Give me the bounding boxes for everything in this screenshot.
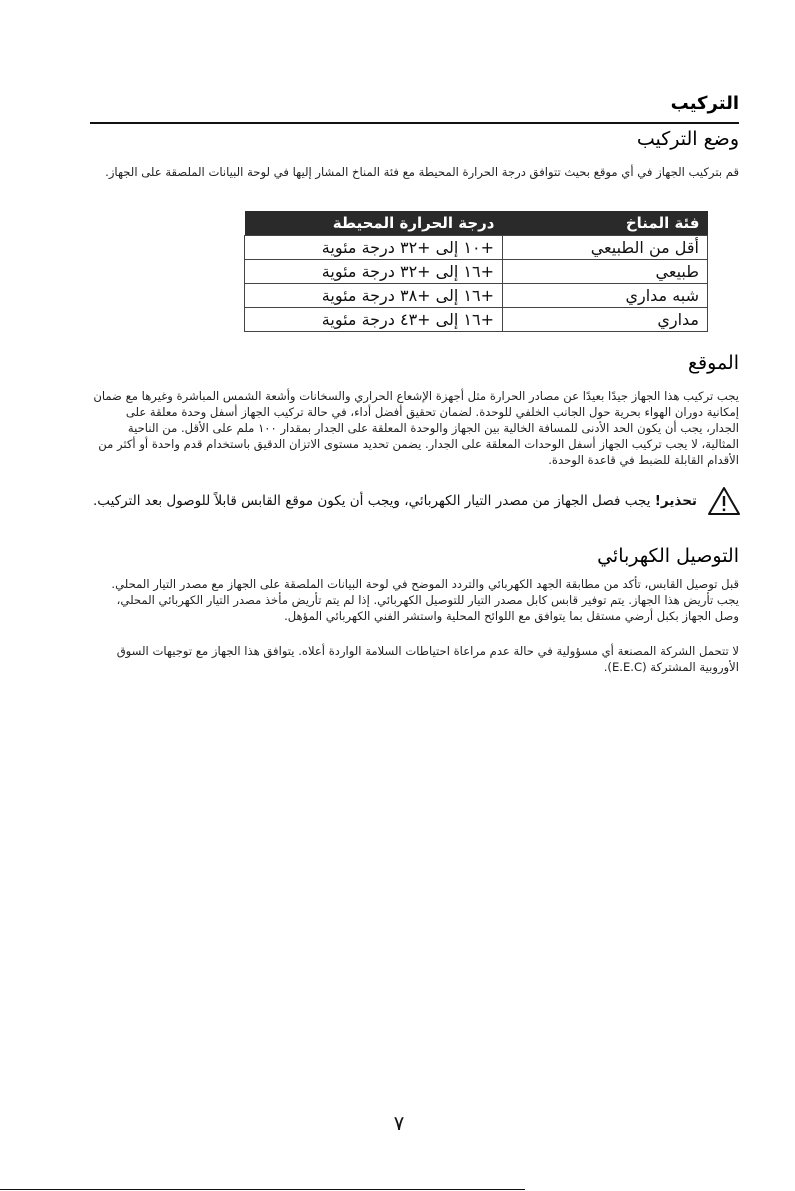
warning-text: يجب فصل الجهاز من مصدر التيار الكهربائي، ويجب أن يكون موقع القابس قابلاً للوصول بعد التركيب. [93,493,651,509]
electrical-text-1: قبل توصيل القابس، تأكد من مطابقة الجهد الكهربائي والتردد الموضح في لوحة البيانات الملصقة على الجهاز مع مصدر التيار المحلي. يجب تأريض هذا الجهاز. يتم توفير قابس كابل مصدر التيار للتوصيل الكهربائي. إذا لم يتم تأريض مأخذ مصدر التيار الكهربائي المحلي، وصل الجهاز بكبل أرضي مستقل بما يتوافق مع اللوائح المحلية واستشر الفني الكهربائي المؤهل. [111,577,739,623]
placement-text: قم بتركيب الجهاز في أي موقع بحيث تتوافق درجة الحرارة المحيطة مع فئة المناخ المشار إليها في لوحة البيانات الملصقة على الجهاز. [105,165,739,179]
warning-text-block [90,491,697,511]
climate-zone-cell: طبيعي [503,260,708,284]
page-number: ٧ [393,1111,405,1135]
footer-divider [0,1189,525,1190]
climate-zone-cell: مداري [503,308,708,332]
header-climate-zone: فئة المناخ [503,211,708,236]
electrical-text-2: لا تتحمل الشركة المصنعة أي مسؤولية في حالة عدم مراعاة احتياطات السلامة الواردة أعلاه. يتوافق هذا الجهاز مع توجيهات السوق الأوروبية المشتركة (E.E.C). [116,644,739,674]
temperature-range-cell: +١٦ إلى +٣٨ درجة مئوية [245,284,503,308]
table-row [245,260,708,284]
location-heading: الموقع [687,352,739,374]
electrical-heading: التوصيل الكهربائي [597,545,739,567]
placement-heading: وضع التركيب [636,128,739,150]
climate-table-header [245,211,708,236]
warning-label: تحذير! [654,493,697,509]
table-row [245,236,708,260]
climate-table [244,211,708,332]
header-ambient-temperature: درجة الحرارة المحيطة [245,211,503,236]
temperature-range-cell: +١٠ إلى +٣٢ درجة مئوية [245,236,503,260]
chapter-divider [90,122,739,124]
temperature-range-cell: +١٦ إلى +٣٢ درجة مئوية [245,260,503,284]
table-row [245,308,708,332]
temperature-range-cell: +١٦ إلى +٤٣ درجة مئوية [245,308,503,332]
table-row [245,284,708,308]
warning-triangle-icon [707,486,741,516]
climate-zone-cell: أقل من الطبيعي [503,236,708,260]
chapter-title: التركيب [670,93,739,114]
climate-zone-cell: شبه مداري [503,284,708,308]
location-text: يجب تركيب هذا الجهاز جيدًا بعيدًا عن مصادر الحرارة مثل أجهزة الإشعاع الحراري والسخانات وأشعة الشمس المباشرة وغيرها مع ضمان إمكانية دوران الهواء بحرية حول الجانب الخلفي للوحدة. لضمان تحقيق أفضل أداء، في حالة تركيب الجهاز أسفل وحدة معلقة على الجدار، يجب أن يكون الحد الأدنى للمسافة الخالية بين الجهاز والوحدة المعلقة على الجدار بمقدار ١٠٠ ملم على الأقل. من الناحية المثالية، لا يجب تركيب الجهاز أسفل الوحدات المعلقة على الجدار. يضمن تحديد مستوى الاتزان الدقيق باستخدام قدم واحدة أو أكثر من الأقدام القابلة للضبط في قاعدة الوحدة. [93,389,739,467]
